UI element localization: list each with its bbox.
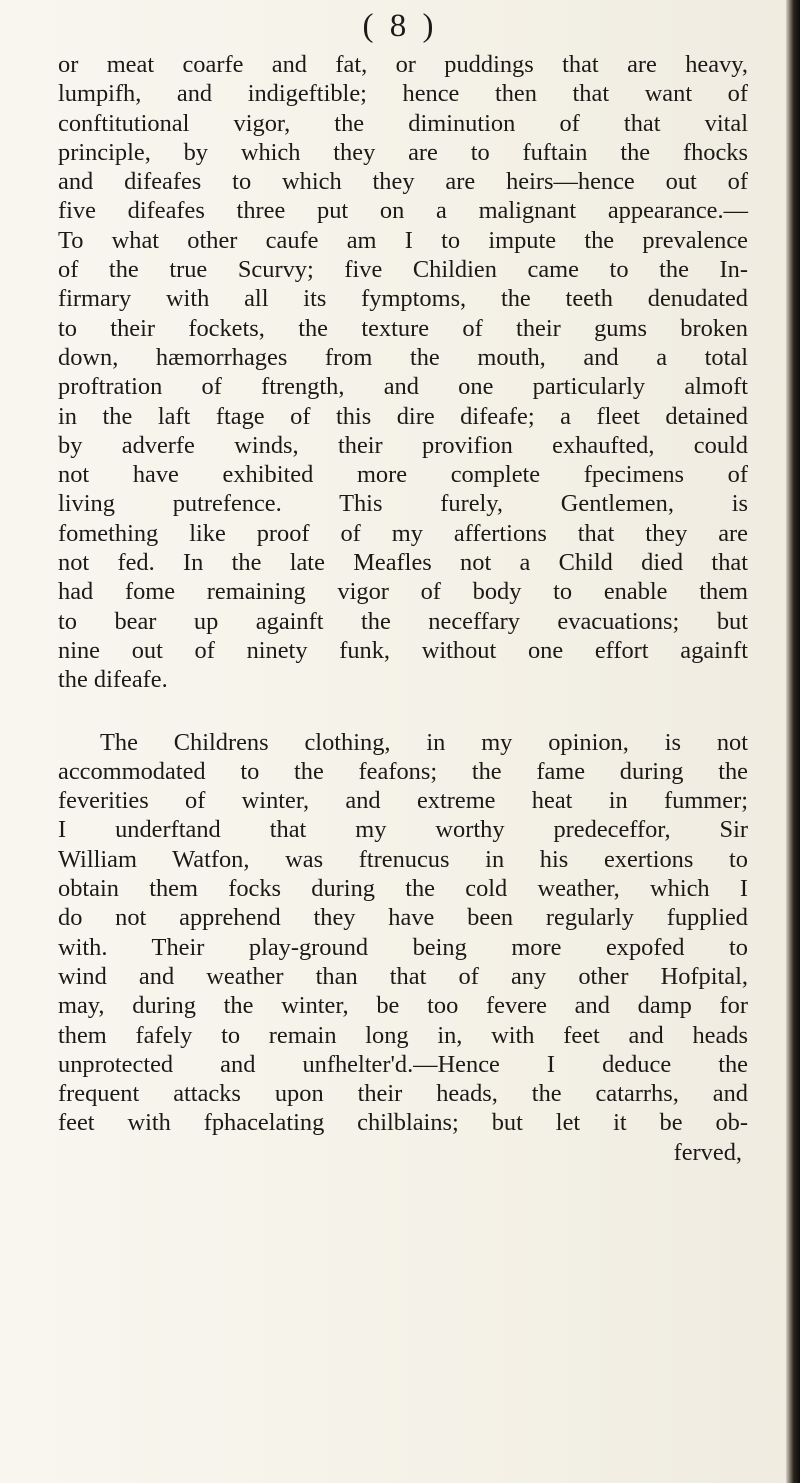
text-line: living putrefence. This furely, Gentlemen, is: [58, 490, 748, 518]
text-line: feet with fphacelating chilblains; but let it be ob-: [58, 1109, 748, 1137]
text-line: proftration of ftrength, and one particularly almoft: [58, 373, 748, 401]
text-line: with. Their play-ground being more expofed to: [58, 933, 748, 961]
text-line: to their fockets, the texture of their gums broken: [58, 314, 748, 342]
text-line: accommodated to the feafons; the fame during the: [58, 757, 748, 785]
text-line: lumpifh, and indigeftible; hence then that want of: [58, 80, 748, 108]
text-line: nine out of ninety funk, without one effort againft: [58, 636, 748, 664]
text-line: firmary with all its fymptoms, the teeth denudated: [58, 285, 748, 313]
text-line: may, during the winter, be too fevere and damp for: [58, 992, 748, 1020]
text-line: I underftand that my worthy predeceffor, Sir: [58, 816, 748, 844]
text-line: of the true Scurvy; five Childien came to the In-: [58, 256, 748, 284]
text-line: the difeafe.: [58, 666, 168, 694]
text-line: obtain them focks during the cold weather, which I: [58, 875, 748, 903]
text-line: feverities of winter, and extreme heat in fummer;: [58, 787, 748, 815]
text-line: frequent attacks upon their heads, the catarrhs, and: [58, 1080, 748, 1108]
text-line: William Watfon, was ftrenucus in his exertions to: [58, 845, 748, 873]
text-line: five difeafes three put on a malignant appearance.—: [58, 197, 748, 225]
text-line: to bear up againft the neceffary evacuations; but: [58, 607, 748, 635]
text-line: principle, by which they are to fuftain the fhocks: [58, 138, 748, 166]
text-line: To what other caufe am I to impute the prevalence: [58, 226, 748, 254]
text-line: conftitutional vigor, the diminution of that vital: [58, 109, 748, 137]
body-text: [58, 50, 748, 1167]
text-line: fomething like proof of my affertions that they are: [58, 519, 748, 547]
text-line: and difeafes to which they are heirs—hence out of: [58, 168, 748, 196]
page-number: ( 8 ): [362, 8, 438, 44]
text-line: down, hæmorrhages from the mouth, and a total: [58, 343, 748, 371]
text-line: or meat coarfe and fat, or puddings that are heavy,: [58, 51, 748, 78]
text-line: in the laft ftage of this dire difeafe; a fleet detained: [58, 402, 748, 430]
text-line: not fed. In the late Meafles not a Child died that: [58, 549, 748, 577]
paragraph-gap: [58, 695, 748, 728]
text-line: not have exhibited more complete fpecimens of: [58, 461, 748, 489]
page-edge-shadow: [786, 0, 800, 1483]
text-line: do not apprehend they have been regularly fupplied: [58, 904, 748, 932]
text-line: them fafely to remain long in, with feet and heads: [58, 1021, 748, 1049]
text-line: The Childrens clothing, in my opinion, is not: [100, 728, 748, 756]
text-line: unprotected and unfhelter'd.—Hence I deduce the: [58, 1050, 748, 1078]
text-line: wind and weather than that of any other Hofpital,: [58, 962, 748, 990]
text-line: had fome remaining vigor of body to enable them: [58, 578, 748, 606]
text-line: by adverfe winds, their provifion exhaufted, could: [58, 431, 748, 459]
catchword: ferved,: [673, 1138, 742, 1166]
